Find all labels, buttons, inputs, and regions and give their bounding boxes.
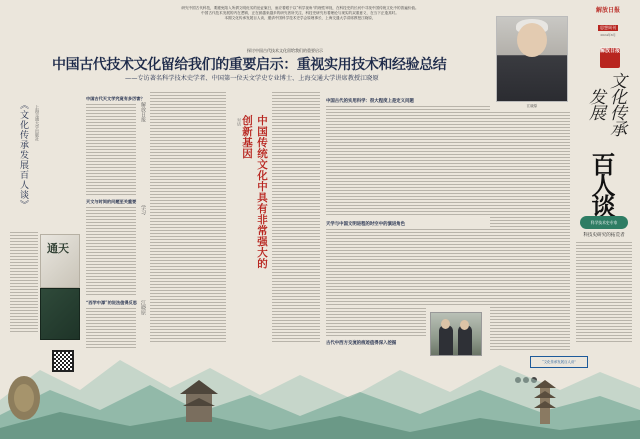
person-head [441,319,450,329]
article-text-block [86,104,136,196]
side-book-title: 《文化传承发展百人谈》 [18,100,28,210]
section-heading: “西学中源”的说法值得反思 [86,300,137,305]
article-text-block [490,112,570,352]
ancient-artifact [8,376,40,420]
book-cover-lower [40,288,80,340]
qa-tag: 江晓原 [140,300,146,315]
intro-paragraph [110,6,490,21]
intro-line: 研究中国古代科技，要避免陷入所谓文明优劣的论证窠臼，而应着眼于以“科学视角”的理性审视，在科技史的长河中寻找中国传统文化中的普遍价值。 [181,6,419,10]
page-subtitle: ——专访著名科学技术史学者、中国第一位天文学史专业博士、上海交通大学讲席教授江晓原 [125,75,379,82]
section-tag: 思想周刊 [600,25,616,30]
qa-tag: 解放日报 [140,102,146,122]
person-head [460,320,469,330]
section-heading: 古代中西方交流的痕迹值得深入挖掘 [326,341,397,346]
article-text-block [326,106,490,216]
expert-subtitle: 科技史研究的拓荒者 [583,233,625,238]
center-label: 对话 [237,118,242,126]
calligraphy-title-2: 发展 [585,88,605,120]
portrait-caption: 江晓原 [526,104,538,108]
intro-line: 中国古代技术发展的内在逻辑，正在被越来越多的研究者所关注，科技史研究有着理论与现实的双重意义，在当下正逢其时。 [201,11,399,15]
center-vertical-headline: 中国传统文化中具有非常强大的创新基因 [241,115,268,269]
article-text-block [326,229,490,305]
landscape-illustration [0,340,640,439]
intro-line: 本期文化传承发展百人谈，邀请中国科学技术史学会原理事长、上海交通大学讲席教授江晓原， [224,16,376,20]
article-text-block [326,308,426,338]
side-book-publisher: 上海交通大学出版社 [35,105,40,141]
article-text-block [150,92,226,342]
section-heading: 中国古代天文学究竟有多厉害？ [86,96,145,101]
article-text-block [272,92,320,342]
portrait-photo [496,16,568,102]
section-heading: 中国古代的实用科学：很大程度上是定义问题 [326,99,414,104]
section-heading: 天学与中国文明进程的时空中的演进角色 [326,222,406,227]
article-text-block [86,207,136,297]
calligraphy-title-1: 文化传承 [606,72,626,136]
book-cover-title: 通天 [47,242,69,255]
qa-tag: 学习 [140,205,146,215]
section-heading: 天文与时间的问题至关重要 [86,199,137,204]
left-text-block [10,232,38,332]
article-text-block [576,242,632,342]
red-seal: 解放日报 [600,48,620,68]
masthead-logo: 解放日报 [595,7,620,14]
page-title: 中国古代技术文化留给我们的重要启示：重视实用技术和经验总结 [52,57,447,73]
series-caption-box: “文化传承发展百人谈” [530,356,588,368]
issue-date: 2024年6月 [600,33,616,37]
intro-strip: 探讨中国古代技术文化留给我们的重要启示 [247,48,323,53]
portrait-face [517,23,547,57]
expert-badge: 科学技术史专家 [580,216,628,229]
calligraphy-title-big: 百人谈 [587,152,616,215]
masthead [588,7,628,47]
